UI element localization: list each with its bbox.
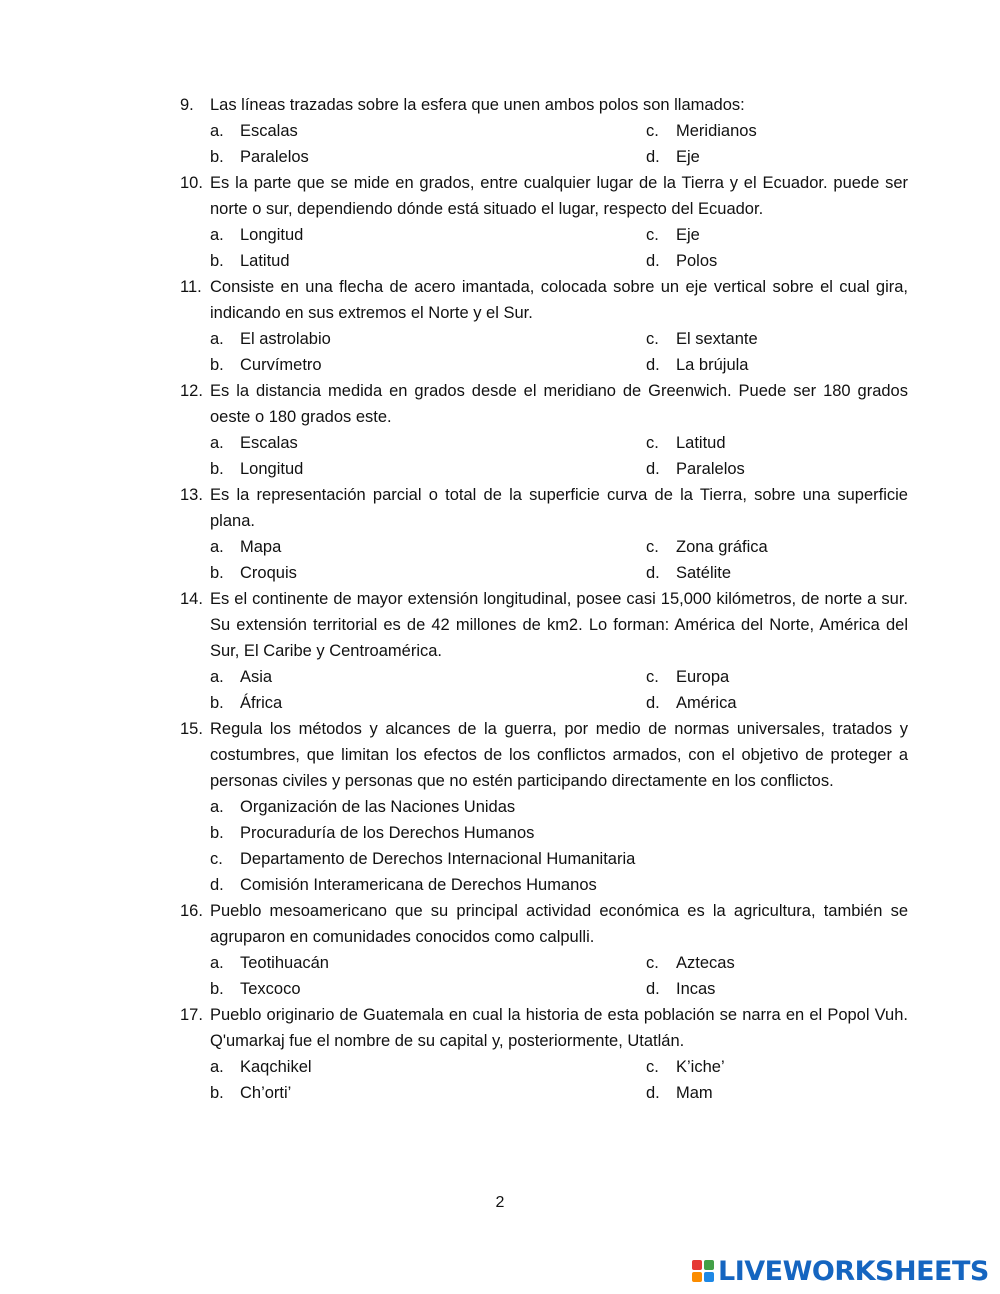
logo-square-3 xyxy=(692,1272,702,1282)
option-text: El sextante xyxy=(676,330,758,348)
answer-option[interactable] xyxy=(210,1054,646,1080)
option-text: Aztecas xyxy=(676,954,735,972)
option-letter: c. xyxy=(210,850,223,868)
answer-options xyxy=(210,222,908,274)
option-text: Kaqchikel xyxy=(240,1058,312,1076)
option-text: Mapa xyxy=(240,538,282,556)
answer-option[interactable] xyxy=(210,560,646,586)
answer-option[interactable] xyxy=(210,976,646,1002)
option-letter: d. xyxy=(646,980,660,998)
question-text: Es la representación parcial o total de la superficie curva de la Tierra, sobre una superficie plana. xyxy=(210,486,908,530)
answer-option[interactable] xyxy=(210,820,908,846)
question-text: Pueblo mesoamericano que su principal actividad económica es la agricultura, también se agruparon en comunidades conocidos como calpulli. xyxy=(210,902,908,946)
page-number: 2 xyxy=(495,1194,505,1211)
answer-option[interactable] xyxy=(210,430,646,456)
answer-option[interactable] xyxy=(646,222,908,248)
answer-options xyxy=(210,534,908,586)
option-text: América xyxy=(676,694,737,712)
question-text: Es la distancia medida en grados desde el meridiano de Greenwich. Puede ser 180 grados oeste o 180 grados este. xyxy=(210,382,908,426)
option-text: Procuraduría de los Derechos Humanos xyxy=(240,824,535,842)
answer-option[interactable] xyxy=(646,534,908,560)
option-letter: a. xyxy=(210,798,224,816)
liveworksheets-logo-icon xyxy=(692,1260,714,1282)
option-text: Departamento de Derechos Internacional Humanitaria xyxy=(240,850,636,868)
question-17 xyxy=(180,1002,908,1054)
question-11 xyxy=(180,274,908,326)
answer-option[interactable] xyxy=(646,118,908,144)
question-number: 10. xyxy=(180,174,203,192)
answer-option[interactable] xyxy=(210,1080,646,1106)
option-text: Longitud xyxy=(240,460,304,478)
option-text: Zona gráfica xyxy=(676,538,768,556)
option-letter: b. xyxy=(210,694,224,712)
option-letter: a. xyxy=(210,434,224,452)
answer-option[interactable] xyxy=(646,1054,908,1080)
answer-option[interactable] xyxy=(210,664,646,690)
answer-option[interactable] xyxy=(210,456,646,482)
option-text: Ch’orti’ xyxy=(240,1084,292,1102)
option-letter: b. xyxy=(210,564,224,582)
logo-square-1 xyxy=(692,1260,702,1270)
option-letter: b. xyxy=(210,1084,224,1102)
question-text: Regula los métodos y alcances de la guerra, por medio de normas universales, tratados y costumbres, que limitan los efectos de los conflictos armados, con el objetivo de proteger a personas civiles y personas que no estén participando directamente en los conflictos. xyxy=(210,720,908,790)
option-letter: d. xyxy=(646,1084,660,1102)
answer-options xyxy=(210,794,908,898)
answer-option[interactable] xyxy=(210,222,646,248)
option-letter: d. xyxy=(646,148,660,166)
option-letter: d. xyxy=(646,460,660,478)
logo-square-2 xyxy=(704,1260,714,1270)
option-letter: b. xyxy=(210,148,224,166)
answer-option[interactable] xyxy=(210,352,646,378)
option-letter: c. xyxy=(646,668,659,686)
answer-option[interactable] xyxy=(210,846,908,872)
answer-options xyxy=(210,950,908,1002)
option-letter: a. xyxy=(210,122,224,140)
option-letter: c. xyxy=(646,954,659,972)
option-text: K’iche’ xyxy=(676,1058,725,1076)
answer-option[interactable] xyxy=(210,248,646,274)
question-number: 12. xyxy=(180,382,203,400)
answer-options xyxy=(210,430,908,482)
option-letter: b. xyxy=(210,356,224,374)
answer-option[interactable] xyxy=(646,976,908,1002)
option-letter: d. xyxy=(646,356,660,374)
option-text: Paralelos xyxy=(240,148,309,166)
question-12 xyxy=(180,378,908,430)
question-16 xyxy=(180,898,908,950)
option-text: Europa xyxy=(676,668,730,686)
answer-option[interactable] xyxy=(210,144,646,170)
question-text: Consiste en una flecha de acero imantada, colocada sobre un eje vertical sobre el cual gira, indicando en sus extremos el Norte y el Sur. xyxy=(210,278,908,322)
question-number: 16. xyxy=(180,902,203,920)
option-text: Longitud xyxy=(240,226,304,244)
option-text: Croquis xyxy=(240,564,297,582)
answer-option[interactable] xyxy=(646,690,908,716)
logo-square-4 xyxy=(704,1272,714,1282)
option-text: El astrolabio xyxy=(240,330,331,348)
question-number: 14. xyxy=(180,590,203,608)
option-text: La brújula xyxy=(676,356,749,374)
option-text: Meridianos xyxy=(676,122,757,140)
option-text: Escalas xyxy=(240,122,298,140)
option-text: Latitud xyxy=(240,252,290,270)
option-text: África xyxy=(240,694,283,712)
answer-option[interactable] xyxy=(210,690,646,716)
option-letter: b. xyxy=(210,460,224,478)
option-text: Eje xyxy=(676,148,700,166)
option-letter: b. xyxy=(210,980,224,998)
answer-option[interactable] xyxy=(210,326,646,352)
question-14 xyxy=(180,586,908,664)
question-9 xyxy=(180,92,908,118)
question-number: 9. xyxy=(180,96,194,114)
answer-option[interactable] xyxy=(210,950,646,976)
option-letter: b. xyxy=(210,824,224,842)
answer-option[interactable] xyxy=(646,560,908,586)
answer-options xyxy=(210,326,908,378)
question-list xyxy=(180,92,908,1106)
answer-option[interactable] xyxy=(646,326,908,352)
option-letter: c. xyxy=(646,434,659,452)
question-number: 15. xyxy=(180,720,203,738)
answer-options xyxy=(210,1054,908,1106)
question-text: Es el continente de mayor extensión longitudinal, posee casi 15,000 kilómetros, de norte a sur. Su extensión territorial es de 42 millones de km2. Lo forman: América del Norte, América del Sur, El Caribe y Centroamérica. xyxy=(210,590,908,660)
option-letter: d. xyxy=(646,694,660,712)
answer-option[interactable] xyxy=(210,118,646,144)
option-letter: c. xyxy=(646,330,659,348)
option-text: Texcoco xyxy=(240,980,301,998)
option-text: Escalas xyxy=(240,434,298,452)
question-text: Es la parte que se mide en grados, entre cualquier lugar de la Tierra y el Ecuador. puede ser norte o sur, dependiendo dónde está situado el lugar, respecto del Ecuador. xyxy=(210,174,908,218)
option-letter: a. xyxy=(210,1058,224,1076)
answer-options xyxy=(210,664,908,716)
option-text: Latitud xyxy=(676,434,726,452)
option-text: Incas xyxy=(676,980,716,998)
question-number: 13. xyxy=(180,486,203,504)
answer-option[interactable] xyxy=(646,1080,908,1106)
option-text: Eje xyxy=(676,226,700,244)
option-letter: a. xyxy=(210,330,224,348)
option-text: Polos xyxy=(676,252,718,270)
answer-option[interactable] xyxy=(646,430,908,456)
option-letter: a. xyxy=(210,538,224,556)
answer-option[interactable] xyxy=(646,664,908,690)
option-text: Satélite xyxy=(676,564,732,582)
option-letter: a. xyxy=(210,226,224,244)
answer-options xyxy=(210,118,908,170)
question-13 xyxy=(180,482,908,534)
question-15 xyxy=(180,716,908,794)
liveworksheets-brand xyxy=(692,1254,992,1288)
answer-option[interactable] xyxy=(646,248,908,274)
option-text: Curvímetro xyxy=(240,356,322,374)
option-text: Mam xyxy=(676,1084,713,1102)
option-letter: c. xyxy=(646,122,659,140)
question-text: Pueblo originario de Guatemala en cual la historia de esta población se narra en el Popol Vuh. Q'umarkaj fue el nombre de su capital y, posteriormente, Utatlán. xyxy=(210,1006,908,1050)
question-number: 17. xyxy=(180,1006,203,1024)
option-letter: c. xyxy=(646,1058,659,1076)
answer-option[interactable] xyxy=(210,794,908,820)
option-letter: d. xyxy=(210,876,224,894)
option-letter: a. xyxy=(210,954,224,972)
question-number: 11. xyxy=(180,278,202,296)
answer-option[interactable] xyxy=(210,872,908,898)
answer-option[interactable] xyxy=(646,456,908,482)
option-letter: d. xyxy=(646,564,660,582)
option-text: Paralelos xyxy=(676,460,745,478)
answer-option[interactable] xyxy=(210,534,646,560)
option-text: Teotihuacán xyxy=(240,954,329,972)
option-text: Organización de las Naciones Unidas xyxy=(240,798,516,816)
option-letter: d. xyxy=(646,252,660,270)
option-letter: c. xyxy=(646,538,659,556)
answer-option[interactable] xyxy=(646,950,908,976)
option-letter: b. xyxy=(210,252,224,270)
answer-option[interactable] xyxy=(646,352,908,378)
option-letter: c. xyxy=(646,226,659,244)
question-10 xyxy=(180,170,908,222)
question-text: Las líneas trazadas sobre la esfera que unen ambos polos son llamados: xyxy=(210,96,745,114)
answer-option[interactable] xyxy=(646,144,908,170)
option-letter: a. xyxy=(210,668,224,686)
brand-name: LIVEWORKSHEETS xyxy=(718,1255,989,1287)
option-text: Comisión Interamericana de Derechos Humanos xyxy=(240,876,597,894)
option-text: Asia xyxy=(240,668,273,686)
